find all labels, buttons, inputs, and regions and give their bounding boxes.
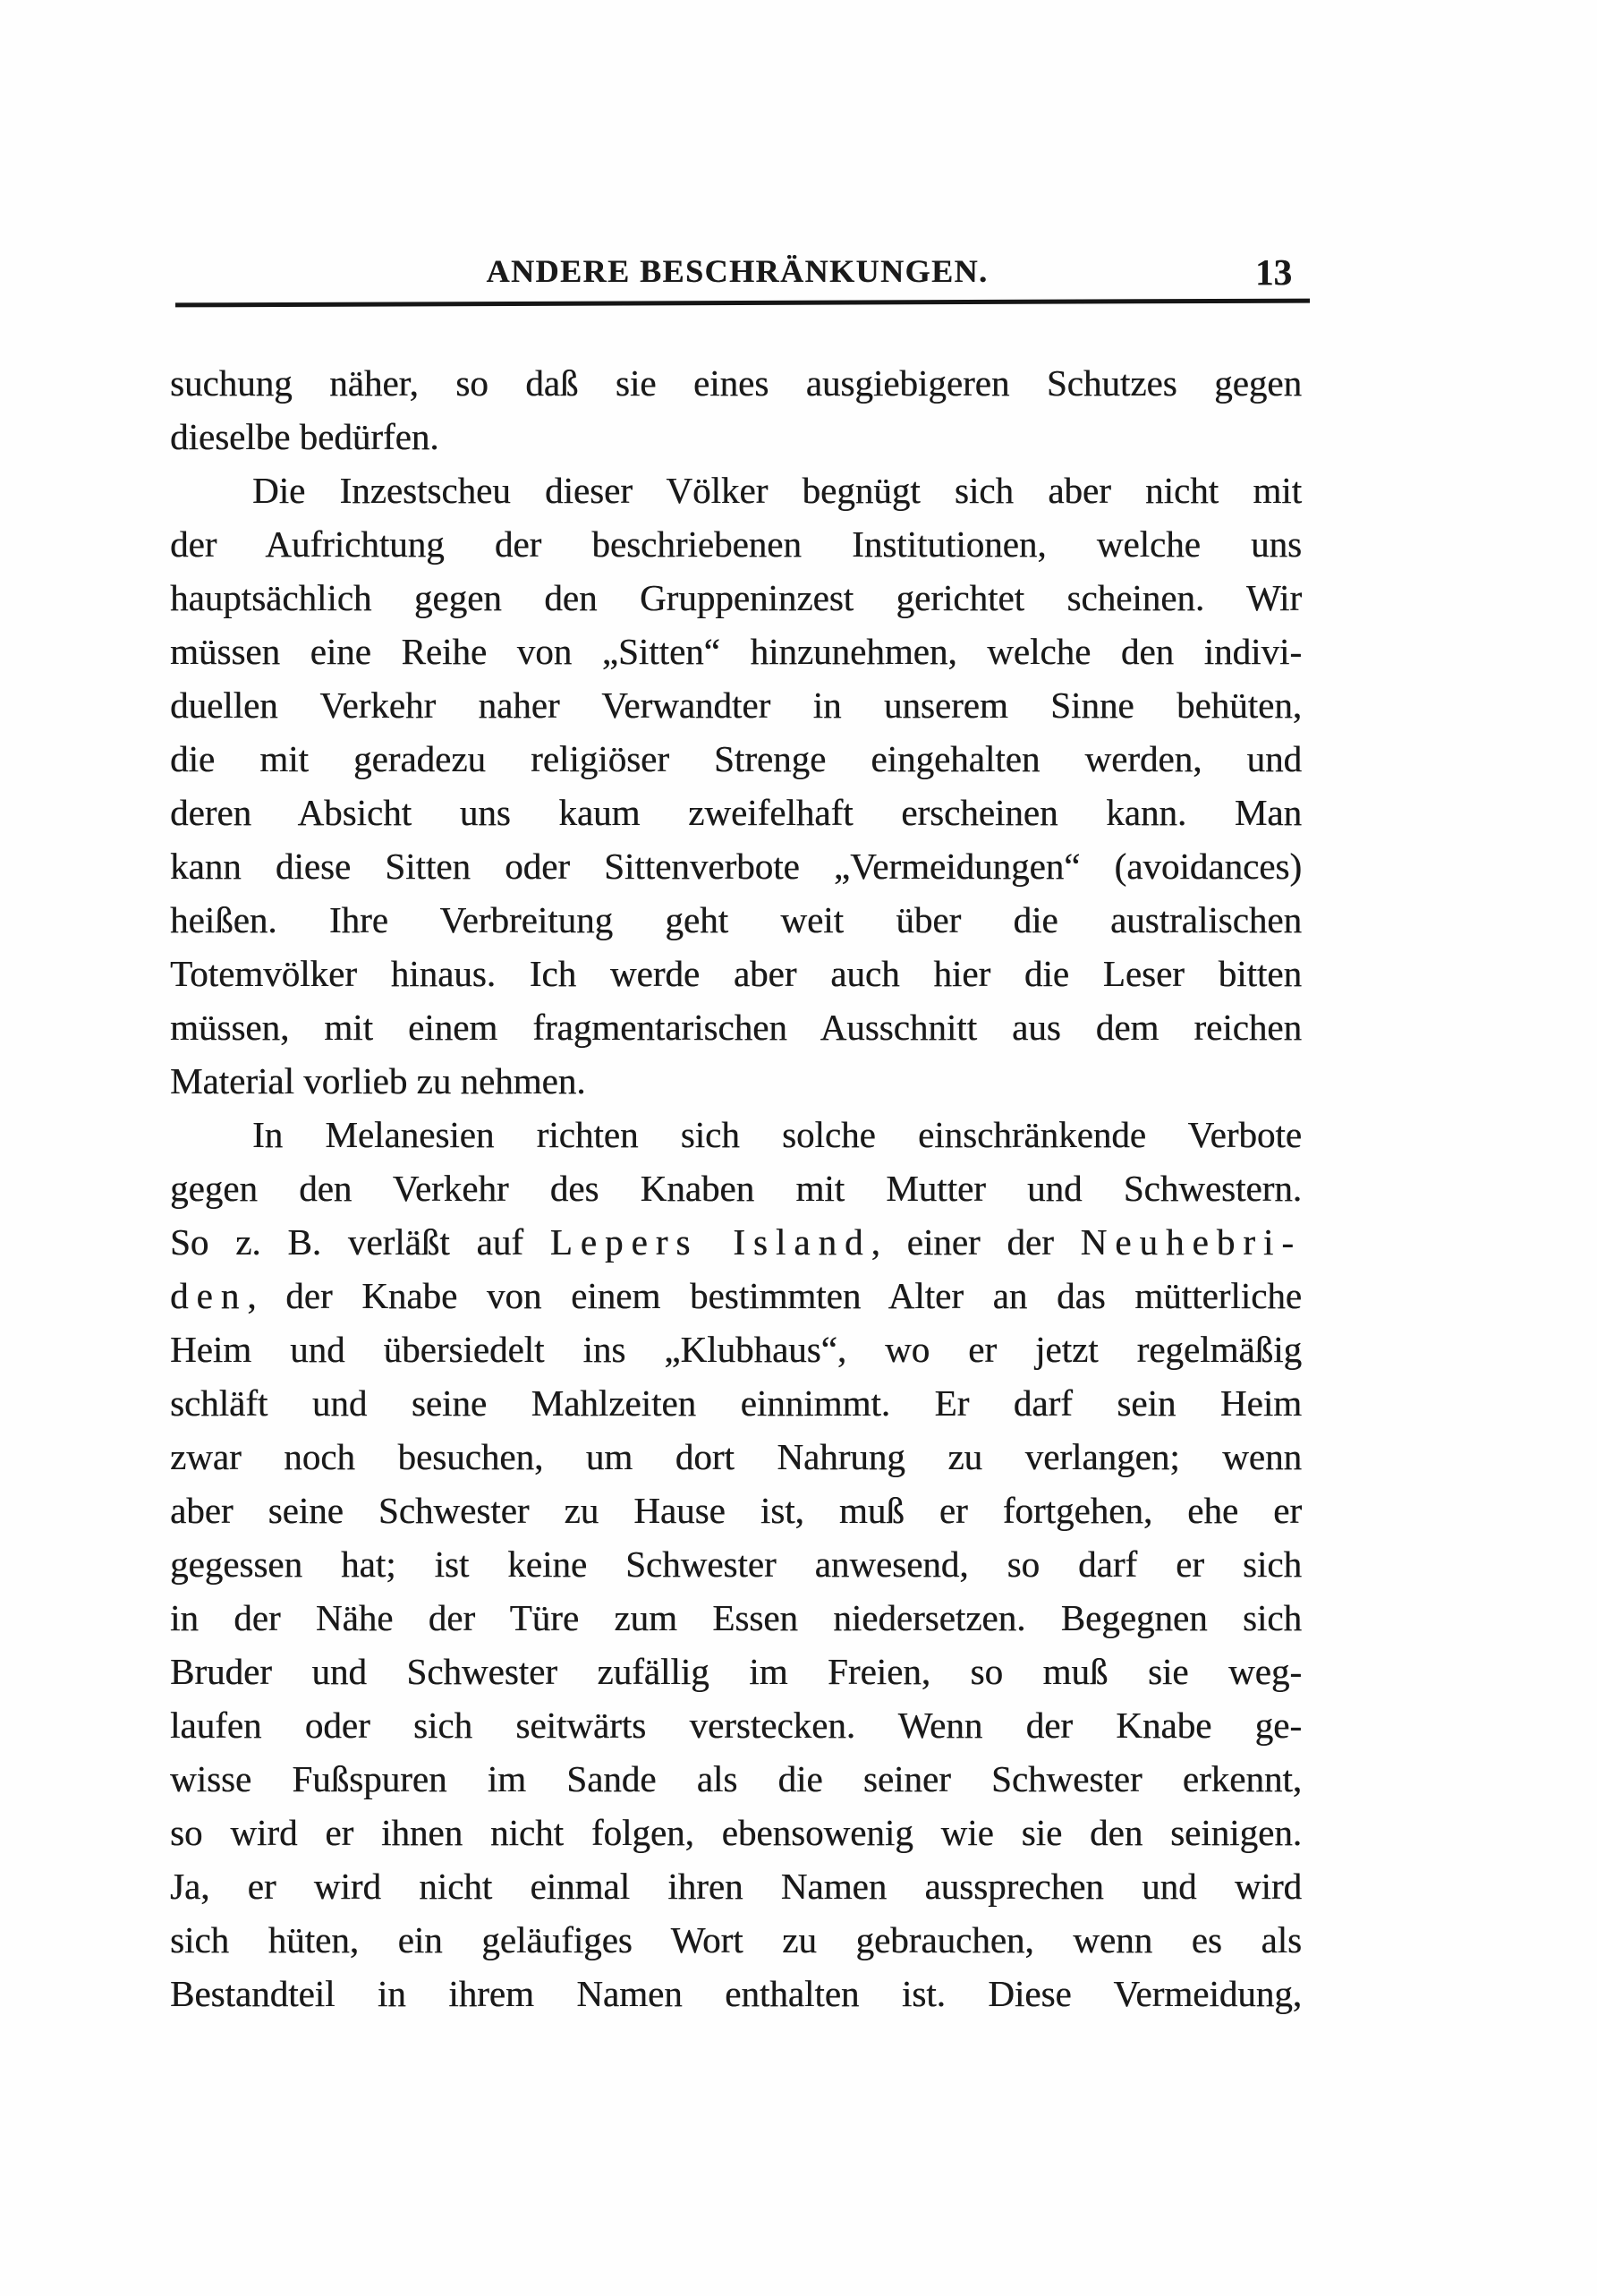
text-segment: müssen eine Reihe von „Sitten“ hinzunehmen, welche den indivi- [170,631,1302,672]
text-segment: In Melanesien richten sich solche einschränkende Verbote [252,1114,1302,1155]
text-segment: so wird er ihnen nicht folgen, ebensowenig wie sie den seinigen. [170,1812,1302,1853]
text-line [170,356,1302,410]
letterspaced-text: Lepers Island [549,1221,871,1263]
text-line [170,1376,1302,1430]
text-line [170,947,1302,1000]
text-line [170,1806,1302,1859]
text-line [170,1054,1302,1108]
text-segment: die mit geradezu religiöser Strenge eingehalten werden, und [170,738,1302,779]
text-segment: Heim und übersiedelt ins „Klubhaus“, wo er jetzt regelmäßig [170,1329,1302,1370]
text-segment: dieselbe bedürfen. [170,416,439,457]
text-segment: Bruder und Schwester zufällig im Freien, so muß sie weg- [170,1651,1302,1692]
text-line [170,893,1302,947]
text-segment: gegen den Verkehr des Knaben mit Mutter und Schwestern. [170,1168,1302,1209]
text-line [170,1859,1302,1913]
text-segment: , einer der [871,1221,1081,1263]
text-line [170,1108,1302,1161]
text-line [170,463,1302,517]
text-line [170,1913,1302,1967]
text-line [170,1591,1302,1645]
text-line [170,1698,1302,1752]
text-line [170,1752,1302,1806]
page-number: 13 [1255,251,1292,293]
text-line [170,1430,1302,1484]
running-title: ANDERE BESCHRÄNKUNGEN. [486,253,989,289]
text-line [170,1215,1302,1269]
text-segment: Material vorlieb zu nehmen. [170,1060,586,1101]
text-segment: gegessen hat; ist keine Schwester anwesend, so darf er sich [170,1543,1302,1585]
text-line [170,1322,1302,1376]
header-rule [175,299,1310,308]
text-line [170,1000,1302,1054]
text-line [170,1645,1302,1698]
text-segment: kann diese Sitten oder Sittenverbote „Vermeidungen“ (avoidances) [170,846,1302,887]
text-segment: So z. B. verläßt auf [170,1221,550,1263]
text-segment: in der Nähe der Türe zum Essen niedersetzen. Begegnen sich [170,1597,1302,1638]
text-segment: Die Inzestscheu dieser Völker begnügt sich aber nicht mit [252,470,1302,511]
text-segment: Ja, er wird nicht einmal ihren Namen aussprechen und wird [170,1866,1302,1907]
text-segment: heißen. Ihre Verbreitung geht weit über die australischen [170,899,1302,940]
text-segment: schläft und seine Mahlzeiten einnimmt. Er darf sein Heim [170,1382,1302,1424]
text-line [170,678,1302,732]
text-line [170,1484,1302,1537]
text-line [170,571,1302,625]
text-line [170,1161,1302,1215]
text-line [170,786,1302,839]
text-line [170,1967,1302,2020]
text-segment: aber seine Schwester zu Hause ist, muß er fortgehen, ehe er [170,1490,1302,1531]
text-segment: deren Absicht uns kaum zweifelhaft erscheinen kann. Man [170,792,1302,833]
text-segment: , der Knabe von einem bestimmten Alter an das mütterliche [247,1275,1302,1316]
text-line [170,410,1302,463]
letterspaced-text: den [170,1275,248,1316]
text-segment: sich hüten, ein geläufiges Wort zu gebrauchen, wenn es als [170,1919,1302,1960]
text-line [170,625,1302,678]
letterspaced-text: Neuhebri- [1080,1221,1302,1263]
page-header [170,243,1304,293]
text-segment: müssen, mit einem fragmentarischen Ausschnitt aus dem reichen [170,1007,1302,1048]
text-line [170,839,1302,893]
text-segment: suchung näher, so daß sie eines ausgiebigeren Schutzes gegen [170,362,1302,404]
text-line [170,1269,1302,1322]
text-segment: der Aufrichtung der beschriebenen Institutionen, welche uns [170,523,1302,565]
text-segment: Bestandteil in ihrem Namen enthalten ist. Diese Vermeidung, [170,1973,1302,2014]
text-segment: laufen oder sich seitwärts verstecken. Wenn der Knabe ge- [170,1705,1302,1746]
text-line [170,1537,1302,1591]
text-line [170,517,1302,571]
text-segment: hauptsächlich gegen den Gruppeninzest gerichtet scheinen. Wir [170,577,1302,618]
text-segment: duellen Verkehr naher Verwandter in unserem Sinne behüten, [170,685,1302,726]
text-segment: wisse Fußspuren im Sande als die seiner Schwester erkennt, [170,1758,1302,1799]
text-segment: Totemvölker hinaus. Ich werde aber auch hier die Leser bitten [170,953,1302,994]
text-line [170,732,1302,786]
body-text [170,356,1302,2020]
text-segment: zwar noch besuchen, um dort Nahrung zu verlangen; wenn [170,1436,1302,1477]
